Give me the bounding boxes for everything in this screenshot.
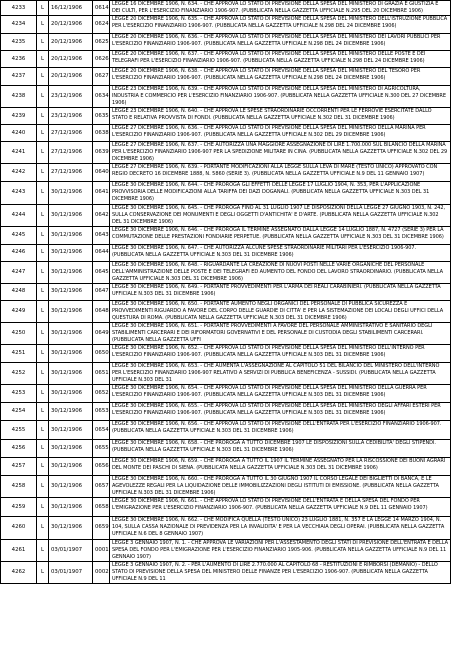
- table-row: [1, 108, 451, 125]
- row-type: L: [37, 476, 49, 498]
- row-type: L: [37, 51, 49, 68]
- row-page: 0625: [93, 34, 110, 51]
- row-page: 0648: [93, 300, 110, 322]
- row-date: 30/12/1906: [49, 421, 93, 440]
- row-description: LEGGE 30 DICEMBRE 1906, N. 654. - CHE APPROVA LO STATO DI PREVISIONE DELLA SPESA DEL MINISTERO DELLA GUERRA PER L'ESERCIZIO FINANZIARIO 1906-907. (PUBBLICATA NELLA GAZZETTA UFFICIALE N.303 DEL 31 DICEMBRE 1906): [110, 385, 451, 403]
- row-page: 0653: [93, 403, 110, 421]
- row-page: 0657: [93, 476, 110, 498]
- row-date: 30/12/1906: [49, 261, 93, 283]
- row-page: 0647: [93, 283, 110, 300]
- row-date: 30/12/1906: [49, 226, 93, 244]
- row-date: 30/12/1906: [49, 476, 93, 498]
- row-type: L: [37, 226, 49, 244]
- row-type: L: [37, 68, 49, 86]
- table-row: [1, 34, 451, 51]
- row-description: LEGGE 30 DICEMBRE 1906, N. 658. - CHE PROROGA A TUTTO DICEMBRE 1907 LE DISPOSIZIONI SULLA CEDIBILITA' DEGLI STIPENDI. (PUBBLICATA NELLA GAZZETTA UFFICIALE N.303 DEL 31 DICEMBRE 1906): [110, 440, 451, 458]
- row-description: LEGGE 30 DICEMBRE 1906, N. 661. - CHE APPROVA LO STATO DI PREVISIONE DELL'ENTRATA E DELLA SPESA DEL FONDO PER L'EMIGRAZIONE PER L'ESERCIZIO FINANZIARIO 1906-907. (PUBBLICATA NELLA GAZZETTA UFFICIALE N.9 DEL 11 GENNAIO 1907): [110, 498, 451, 517]
- table-row: [1, 345, 451, 363]
- row-number: 4241: [1, 142, 37, 164]
- table-row: [1, 458, 451, 476]
- row-type: L: [37, 86, 49, 108]
- row-number: 4249: [1, 300, 37, 322]
- table-row: [1, 498, 451, 517]
- table-row: [1, 517, 451, 539]
- row-date: 20/12/1906: [49, 51, 93, 68]
- row-description: LEGGE 30 DICEMBRE 1906, N. 649. - PORTANTE PROVVEDIMENTI PER L'ARMA DEI REALI CARABINIERI. (PUBBLICATA NELLA GAZZETTA UFFICIALE N.303 DEL 31 DICEMBRE 1906): [110, 283, 451, 300]
- row-type: L: [37, 261, 49, 283]
- table-row: [1, 385, 451, 403]
- row-date: 03/01/1907: [49, 539, 93, 561]
- row-date: 30/12/1906: [49, 244, 93, 261]
- row-description: LEGGE 30 DICEMBRE 1906, N. 655. - CHE APPROVA LO STATO DI PREVISIONE DELLA SPESA DEL MINISTERO DEGLI AFFARI ESTERI PER L'ESERCIZIO FINANZIARIO 1906-907. (PUBBLICATA NELLA GAZZETTA UFFICIALE N.303 DEL 31 DICEMBRE 1906): [110, 403, 451, 421]
- row-date: 30/12/1906: [49, 182, 93, 204]
- row-page: 0645: [93, 261, 110, 283]
- row-date: 23/12/1906: [49, 86, 93, 108]
- row-description: LEGGE 30 DICEMBRE 1906, N. 659. - CHE PROROGA A TUTTO IL 1907 IL TERMINE ASSEGNATO PER LA RISCOSSIONE DEI BUONI AGRARI DEL MONTE DEI PASCHI DI SIENA. (PUBBLICATA NELLA GAZZETTA UFFICIALE N.303 DEL 31 DICEMBRE 1906): [110, 458, 451, 476]
- row-description: LEGGE 30 DICEMBRE 1906, N. 662. - CHE MODIFICA QUELLA (TESTO UNICO) 23 LUGLIO 1881, N. 357 E LA LEGGE 14 MARZO 1904, N. 104, SULLA CASSA NAZIONALE DI PREVIDENZA PER LA INVALIDITA' E PER LA VECCHIAIA DEGLI OPERAI. (PUBBLICATA NELLA GAZZETTA UFFICIALE N.6 DEL 8 GENNAIO 1907): [110, 517, 451, 539]
- row-number: 4258: [1, 476, 37, 498]
- row-number: 4250: [1, 322, 37, 344]
- row-type: L: [37, 363, 49, 385]
- row-page: 0659: [93, 517, 110, 539]
- row-type: L: [37, 108, 49, 125]
- row-date: 30/12/1906: [49, 458, 93, 476]
- table-row: [1, 182, 451, 204]
- table-row: [1, 322, 451, 344]
- row-number: 4242: [1, 164, 37, 182]
- row-description: LEGGE 23 DICEMBRE 1906, N. 639. - CHE APPROVA LO STATO DI PREVISIONE DELLA SPESA DEL MINISTERO DI AGRICOLTURA, INDUSTRIA E COMMERCIO PER L'ESERCIZIO FINANZIARIO 1906-907. (PUBBLICATA NELLA GAZZETTA UFFICIALE N.300 DEL 27 DICEMBRE 1906): [110, 86, 451, 108]
- row-type: L: [37, 345, 49, 363]
- row-page: 0640: [93, 164, 110, 182]
- row-description: LEGGE 16 DICEMBRE 1906, N. 634. - CHE APPROVA LO STATO DI PREVISIONE DELLA SPESA DEL MINISTERO DI GRAZIA E GIUSTIZIA E DEI CULTI, PER L'ESERCIZIO FINANZIARIO 1906-907. (PUBBLICATA NELLA GAZZETTA UFFICIALE N.295 DEL 20 DICEMBRE 1906): [110, 1, 451, 16]
- table-row: [1, 68, 451, 86]
- row-number: 4256: [1, 440, 37, 458]
- table-row: [1, 261, 451, 283]
- row-number: 4257: [1, 458, 37, 476]
- row-page: 0658: [93, 498, 110, 517]
- table-row: [1, 363, 451, 385]
- row-page: 0650: [93, 345, 110, 363]
- row-type: L: [37, 385, 49, 403]
- row-description: LEGGE 30 DICEMBRE 1906, N. 644. - CHE PROROGA GLI EFFETTI DELLE LEGGE 17 LUGLIO 1904, N. 353, PER L'APPLICAZIONE PROVVISORIA DELLE MODIFICAZIONI ALLA TARIFFA DEI DAZI DOGANALI. (PUBBLICATA NELLA GAZZETTA UFFICIALE N.303 DEL 31 DICEMBRE 1906): [110, 182, 451, 204]
- table-row: [1, 561, 451, 583]
- row-type: L: [37, 458, 49, 476]
- row-description: LEGGE 30 DICEMBRE 1906, N. 651. - PORTANTE PROVVEDIMENTI A FAVORE DEL PERSONALE AMMINISTRATIVO E SANITARIO DEGLI STABILIMENTI CARCERARI E DEI RIFORMATORI GOVERNATIVI E DEL PERSONALE DI CUSTODIA DEGLI STABILIMENTI CARCERARI. (PUBBLICATA NELLA GAZZETTA UFFI: [110, 322, 451, 344]
- row-page: 0638: [93, 125, 110, 142]
- row-type: L: [37, 403, 49, 421]
- row-page: 0639: [93, 142, 110, 164]
- row-date: 30/12/1906: [49, 204, 93, 226]
- table-row: [1, 142, 451, 164]
- row-number: 4246: [1, 244, 37, 261]
- row-page: 0001: [93, 539, 110, 561]
- row-page: 0644: [93, 244, 110, 261]
- table-row: [1, 300, 451, 322]
- row-number: 4260: [1, 517, 37, 539]
- row-description: LEGGE 20 DICEMBRE 1906, N. 636. - CHE APPROVA LO STATO DI PREVISIONE DELLA SPESA DEL MINISTERO DEI LAVORI PUBBLICI PER L'ESERCIZIO FINANZIARIO 1906-907. (PUBBLICATA NELLA GAZZETTA UFFICIALE N.298 DEL 24 DICEMBRE 1906): [110, 34, 451, 51]
- row-type: L: [37, 1, 49, 16]
- table-row: [1, 1, 451, 16]
- row-date: 30/12/1906: [49, 498, 93, 517]
- row-type: L: [37, 34, 49, 51]
- row-date: 20/12/1906: [49, 34, 93, 51]
- row-number: 4262: [1, 561, 37, 583]
- table-row: [1, 164, 451, 182]
- row-description: LEGGE 30 DICEMBRE 1906, N. 660. - CHE PROROGA A TUTTO IL 30 GIUGNO 1907 IL CORSO LEGALE DEI BIGLIETTI DI BANCA, E LE AGEVOLEZZE REGALI PER LA LIQUIDAZIONE DELLE IMMOBILIZZAZIONI DEGLI ISTITUTI DI EMISSIONE. (PUBBLICATA NELLA GAZZETTA UFFICIALE N.303 DEL 31 DICEMBRE 1906): [110, 476, 451, 498]
- row-type: L: [37, 322, 49, 344]
- row-number: 4236: [1, 51, 37, 68]
- row-type: L: [37, 498, 49, 517]
- row-page: 0656: [93, 458, 110, 476]
- table-row: [1, 51, 451, 68]
- row-description: LEGGE 30 DICEMBRE 1906, N. 656. - CHE APPROVA LO STATO DI PREVISIONE DELL'ENTRATA PER L'ESERCIZIO FINANZIARIO 1906-907. (PUBBLICATA NELLA GAZZETTA UFFICIALE N.303 DEL 31 DICEMBRE 1906): [110, 421, 451, 440]
- row-description: LEGGE 30 DICEMBRE 1906, N. 650. - PORTANTE AUMENTO NEGLI ORGANICI DEL PERSONALE DI PUBBLICA SICUREZZA E PROVVEDIMENTI RIGUARDO A FAVORE DEL CORPO DELLE GUARDIE DI CITTA' E PER LA SISTEMAZIONE DEI LOCALI DEGLI UFFICI DELLA QUESTURA DI ROMA. (PUBBLICATA NELLA GAZZETTA UFFICIALE N.303 DEL 31 DICEMBRE 1906): [110, 300, 451, 322]
- row-page: 0624: [93, 16, 110, 34]
- row-date: 30/12/1906: [49, 345, 93, 363]
- row-number: 4237: [1, 68, 37, 86]
- row-number: 4243: [1, 182, 37, 204]
- table-row: [1, 440, 451, 458]
- row-number: 4234: [1, 16, 37, 34]
- row-type: L: [37, 539, 49, 561]
- row-type: L: [37, 421, 49, 440]
- row-type: L: [37, 204, 49, 226]
- row-type: L: [37, 142, 49, 164]
- row-date: 30/12/1906: [49, 403, 93, 421]
- row-number: 4233: [1, 1, 37, 16]
- row-date: 30/12/1906: [49, 300, 93, 322]
- row-type: L: [37, 283, 49, 300]
- table-row: [1, 204, 451, 226]
- row-description: LEGGE 27 DICEMBRE 1906, N. 636. - CHE APPROVA LO STATO DI PREVISIONE DELLA SPESA DEL MINISTERO DELLA MARINA PER L'ESERCIZIO FINANZIARIO 1906-907. (PUBBLICATA NELLA GAZZETTA UFFICIALE N.302 DEL 29 DICEMBRE 1906): [110, 125, 451, 142]
- table-row: [1, 125, 451, 142]
- row-page: 0654: [93, 421, 110, 440]
- row-date: 30/12/1906: [49, 283, 93, 300]
- row-type: L: [37, 16, 49, 34]
- row-page: 0643: [93, 226, 110, 244]
- row-number: 4247: [1, 261, 37, 283]
- row-description: LEGGE 30 DICEMBRE 1906, N. 647. - CHE AUTORIZZA ALCUNE SPESE STRAORDINARIE MILITARI PER L'ESERCIZIO 1906-907. (PUBBLICATA NELLA GAZZETTA UFFICIALE N.303 DEL 31 DICEMBRE 1906): [110, 244, 451, 261]
- row-page: 0649: [93, 322, 110, 344]
- row-page: 0651: [93, 363, 110, 385]
- row-date: 03/01/1907: [49, 561, 93, 583]
- row-number: 4238: [1, 86, 37, 108]
- row-description: LEGGE 27 DICEMBRE 1906, N. 639. - PORTANTE MODIFICAZIONI ALLA LEGGE SULLA LEVA DI MARE (TESTO UNICO) APPROVATO CON REGIO DECRETO 16 DICEMBRE 1888, N. 5860 (SERIE 3). (PUBBLICATA NELLA GAZZETTA UFFICIALE N.9 DEL 11 GENNAIO 1907): [110, 164, 451, 182]
- row-page: 0635: [93, 108, 110, 125]
- row-page: 0634: [93, 86, 110, 108]
- row-number: 4248: [1, 283, 37, 300]
- table-row: [1, 539, 451, 561]
- row-number: 4252: [1, 363, 37, 385]
- table-row: [1, 476, 451, 498]
- row-number: 4240: [1, 125, 37, 142]
- row-page: 0626: [93, 51, 110, 68]
- row-date: 27/12/1906: [49, 142, 93, 164]
- row-type: L: [37, 517, 49, 539]
- row-page: 0641: [93, 182, 110, 204]
- row-date: 27/12/1906: [49, 125, 93, 142]
- row-number: 4261: [1, 539, 37, 561]
- row-number: 4239: [1, 108, 37, 125]
- row-date: 30/12/1906: [49, 363, 93, 385]
- table-row: [1, 421, 451, 440]
- table-row: [1, 244, 451, 261]
- table-row: [1, 226, 451, 244]
- row-number: 4255: [1, 421, 37, 440]
- row-date: 20/12/1906: [49, 68, 93, 86]
- row-description: LEGGE 27 DICEMBRE 1906, N. 637. - CHE AUTORIZZA UNA MAGGIORE ASSEGNAZIONE DI LIRE 1.700.000 SUL BILANCIO DELLA MARINA PER L'ESERCIZIO FINANZIARIO 1906-907 PER LA SPEDIZIONE MILITARE IN CINA. (PUBBLICATA NELLA GAZZETTA UFFICIALE N.302 DEL 29 DICEMBRE 1906): [110, 142, 451, 164]
- row-number: 4244: [1, 204, 37, 226]
- row-description: LEGGE 30 DICEMBRE 1906, N. 646. - CHE PROROGA IL TERMINE ASSEGNATO DALLA LEGGE 14 LUGLIO 1887, N. 4727 (SERIE 3) PER LA COMMUTAZIONE DELLE PRESTAZIONI FONDIARIE PERPETUE. (PUBBLICATA NELLA GAZZETTA UFFICIALE N.303 DEL 31 DICEMBRE 1906): [110, 226, 451, 244]
- row-number: 4253: [1, 385, 37, 403]
- row-type: L: [37, 300, 49, 322]
- row-description: LEGGE 20 DICEMBRE 1906, N. 638. - CHE APPROVA LO STATO DI PREVISIONE DELLA SPESA DEL MINISTERO DEL TESORO PER L'ESERCIZIO FINANZIARIO 1906-907. (PUBBLICATA NELLA GAZZETTA UFFICIALE N.298 DEL 24 DICEMBRE 1906): [110, 68, 451, 86]
- row-date: 16/12/1906: [49, 1, 93, 16]
- row-type: L: [37, 164, 49, 182]
- row-description: LEGGE 30 DICEMBRE 1906, N. 645. - CHE PROROGA FINO AL 31 LUGLIO 1907 LE DISPOSIZIONI DELLA LEGGE 27 GIUGNO 1903, N. 242, SULLA CONSERVAZIONE DEI MONUMENTI E DEGLI OGGETTI D'ANTICHITA' E D'ARTE. (PUBBLICATA NELLA GAZZETTA UFFICIALE N.302 DEL 31 DICEMBRE 1906): [110, 204, 451, 226]
- row-description: LEGGE 30 DICEMBRE 1906, N. 648. - RIGUARDANTE LA CREAZIONE DI NUOVI POSTI NELLE VARIE ORGANICHE DEL PERSONALE DELL'AMMINISTRAZIONE DELLE POSTE E DEI TELEGRAFI ED AUMENTO DEL FONDO DEL LAVORO STRAORDINARIO. (PUBBLICATA NELLA GAZZETTA UFFICIALE N.303 DEL 31 DICEMBRE 1906): [110, 261, 451, 283]
- row-description: LEGGE 20 DICEMBRE 1906, N. 635. - CHE APPROVA LO STATO DI PREVISIONE DELLA SPESA DEL MINISTERO DELL'ISTRUZIONE PUBBLICA PER L'ESERCIZIO FINANZIARIO 1906-907. (PUBBLICATA NELLA GAZZETTA UFFICIALE N.298 DEL 24 DICEMBRE 1906): [110, 16, 451, 34]
- row-description: LEGGE 20 DICEMBRE 1906, N. 637. - CHE APPROVA LO STATO DI PREVISIONE DELLA SPESA DEL MINISTERO DELLE POSTE E DEI TELEGRAFI PER L'ESERCIZIO FINANZIARIO 1906-907. (PUBBLICATA NELLA GAZZETTA UFFICIALE N.298 DEL 24 DICEMBRE 1906): [110, 51, 451, 68]
- row-description: LEGGE 30 DICEMBRE 1906, N. 653. - CHE AUMENTA L'ASSEGNAZIONE AL CAPITOLO 51 DEL BILANCIO DEL MINISTERO DELL'INTERNO PER L'ESERCIZIO FINANZIARIO 1906-907 RELATIVO A SERVIZI DI PUBBLICA BENEFICENZA - SUSSIDI. (PUBBLICATA NELLA GAZZETTA UFFICIALE N.303 DEL 31: [110, 363, 451, 385]
- row-description: LEGGE 3 GENNAIO 1907, N. 2. - PER L'AUMENTO DI LIRE 2.770.000 AL CAPITOLO 68 - RESTITUZIONI E RIMBORSI (DEMANIO) - DELLO STATO DI PREVISIONE DELLA SPESA DEL MINISTERO DELLE FINANZE PER L'ESERCIZIO 1906-907. (PUBBLICATA NELLA GAZZETTA UFFICIALE N.9 DEL 11: [110, 561, 451, 583]
- row-description: LEGGE 30 DICEMBRE 1906, N. 652. - CHE APPROVA LO STATO DI PREVISIONE DELLA SPESA DEL MINISTERO DELL'INTERNO PER L'ESERCIZIO FINANZIARIO 1906-907. (PUBBLICATA NELLA GAZZETTA UFFICIALE N.303 DEL 31 DICEMBRE 1906): [110, 345, 451, 363]
- row-page: 0655: [93, 440, 110, 458]
- row-type: L: [37, 125, 49, 142]
- laws-table-body: [1, 1, 451, 584]
- row-date: 20/12/1906: [49, 16, 93, 34]
- row-page: 0614: [93, 1, 110, 16]
- row-date: 30/12/1906: [49, 440, 93, 458]
- row-date: 27/12/1906: [49, 164, 93, 182]
- row-type: L: [37, 561, 49, 583]
- row-page: 0652: [93, 385, 110, 403]
- row-description: LEGGE 23 DICEMBRE 1906, N. 640. - CHE APPROVA LE SPESE STRAORDINARIE OCCORRENTI PER LE FERROVIE ESERCITATE DALLO STATO E RELATIVA PROVVISTA DI FONDI. (PUBBLICATA NELLA GAZZETTA UFFICIALE N.302 DEL 31 DICEMBRE 1906): [110, 108, 451, 125]
- row-date: 23/12/1906: [49, 108, 93, 125]
- row-date: 30/12/1906: [49, 322, 93, 344]
- row-date: 30/12/1906: [49, 385, 93, 403]
- row-type: L: [37, 182, 49, 204]
- row-page: 0002: [93, 561, 110, 583]
- table-row: [1, 403, 451, 421]
- row-description: LEGGE 3 GENNAIO 1907, N. 1. - CHE APPROVA LE VARIAZIONI PER L'ASSESTAMENTO DEGLI STATI DI PREVISIONE DELL'ENTRATA E DELLA SPESA DEL FONDO PER L'EMIGRAZIONE PER L'ESERCIZIO FINANZIARIO 1905-906. (PUBBLICATA NELLA GAZZETTA UFFICIALE N.9 DEL 11 GENNAIO 1907): [110, 539, 451, 561]
- row-type: L: [37, 244, 49, 261]
- table-row: [1, 86, 451, 108]
- row-page: 0642: [93, 204, 110, 226]
- row-page: 0627: [93, 68, 110, 86]
- row-number: 4259: [1, 498, 37, 517]
- row-number: 4251: [1, 345, 37, 363]
- row-number: 4235: [1, 34, 37, 51]
- row-number: 4254: [1, 403, 37, 421]
- row-date: 30/12/1906: [49, 517, 93, 539]
- table-row: [1, 16, 451, 34]
- row-type: L: [37, 440, 49, 458]
- table-row: [1, 283, 451, 300]
- row-number: 4245: [1, 226, 37, 244]
